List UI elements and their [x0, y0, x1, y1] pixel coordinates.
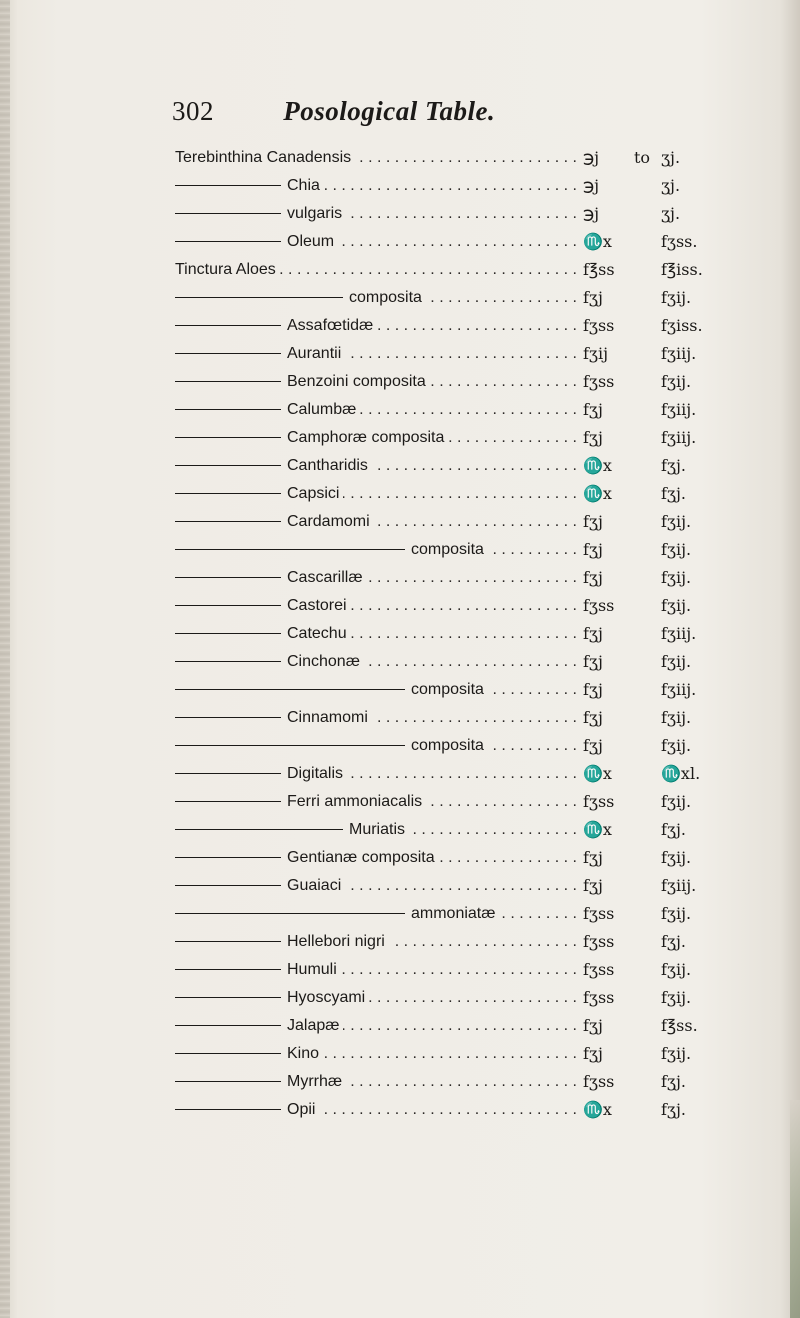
leader-dots [324, 172, 577, 200]
row-label [175, 312, 373, 340]
table-row [175, 956, 765, 984]
min-dose: fʒj [583, 540, 603, 559]
drug-name: Hellebori nigri [287, 933, 385, 950]
min-dose: fʒj [583, 568, 603, 587]
max-dose: fʒij. [661, 708, 692, 727]
drug-name: Cascarillæ [287, 569, 363, 586]
ditto-dash [175, 885, 281, 886]
table-row [175, 396, 765, 424]
drug-name: Tinctura Aloes [175, 261, 276, 278]
row-label [175, 844, 435, 872]
drug-name: ammoniatæ [411, 905, 496, 922]
drug-name: Muriatis [349, 821, 406, 838]
leader-dots [338, 228, 577, 256]
posological-table [175, 144, 765, 1124]
drug-name: composita [411, 737, 484, 754]
leader-dots [409, 816, 577, 844]
max-dose: ʒj. [661, 176, 681, 195]
min-dose: fʒj [583, 1016, 603, 1035]
table-row [175, 256, 765, 284]
table-row [175, 368, 765, 396]
max-dose: fʒj. [661, 1100, 686, 1119]
page-binding-edge [0, 0, 10, 1318]
row-label [175, 340, 341, 368]
leader-dots [351, 592, 577, 620]
ditto-dash [175, 857, 281, 858]
table-row [175, 928, 765, 956]
drug-name: vulgaris [287, 205, 343, 222]
leader-dots [343, 480, 577, 508]
leader-dots [346, 200, 577, 228]
leader-dots [346, 1068, 577, 1096]
min-dose: fʒss [583, 988, 615, 1007]
ditto-dash [175, 745, 405, 746]
max-dose: fʒiij. [661, 344, 697, 363]
drug-name: composita [349, 289, 422, 306]
ditto-dash [175, 605, 281, 606]
drug-name: Castorei [287, 597, 347, 614]
min-dose: fʒj [583, 288, 603, 307]
leader-dots [448, 424, 577, 452]
max-dose: fʒiss. [661, 316, 703, 335]
drug-name: Benzoini composita [287, 373, 426, 390]
max-dose: fʒij. [661, 960, 692, 979]
row-label [175, 480, 339, 508]
max-dose: fʒj. [661, 484, 686, 503]
leader-dots [488, 732, 577, 760]
leader-dots [372, 452, 577, 480]
drug-name: composita [411, 541, 484, 558]
drug-name: Digitalis [287, 765, 344, 782]
max-dose: fʒij. [661, 792, 692, 811]
leader-dots [426, 788, 577, 816]
max-dose: fʒiij. [661, 428, 697, 447]
max-dose: fʒj. [661, 820, 686, 839]
drug-name: Ferri ammoniacalis [287, 793, 423, 810]
drug-name: Opii [287, 1101, 316, 1118]
min-dose: fʒj [583, 848, 603, 867]
max-dose: fʒij. [661, 904, 692, 923]
ditto-dash [175, 633, 281, 634]
table-row [175, 536, 765, 564]
ditto-dash [175, 969, 281, 970]
drug-name: Catechu [287, 625, 347, 642]
row-label [175, 900, 495, 928]
leader-dots [323, 1040, 577, 1068]
row-label [175, 228, 334, 256]
row-label [175, 1012, 339, 1040]
drug-name: Humuli [287, 961, 337, 978]
min-dose: ♏x [583, 1100, 612, 1119]
ditto-dash [175, 409, 281, 410]
max-dose: fʒj. [661, 932, 686, 951]
row-label [175, 424, 444, 452]
leader-dots [372, 704, 577, 732]
min-dose: ♏x [583, 820, 612, 839]
ditto-dash [175, 1025, 281, 1026]
max-dose: fʒij. [661, 568, 692, 587]
row-label [175, 704, 368, 732]
ditto-dash [175, 213, 281, 214]
table-row [175, 648, 765, 676]
table-row [175, 508, 765, 536]
min-dose: ℈j [583, 176, 600, 195]
min-dose: fʒss [583, 1072, 615, 1091]
ditto-dash [175, 829, 343, 830]
page-number: 302 [172, 96, 214, 126]
drug-name: Oleum [287, 233, 335, 250]
table-row [175, 424, 765, 452]
row-label [175, 536, 484, 564]
ditto-dash [175, 913, 405, 914]
page-title: Posological Table. [283, 96, 496, 126]
row-label [175, 452, 368, 480]
row-label [175, 1096, 315, 1124]
row-label [175, 1068, 342, 1096]
drug-name: Kino [287, 1045, 320, 1062]
leader-dots [360, 396, 577, 424]
max-dose: fʒij. [661, 736, 692, 755]
table-row [175, 816, 765, 844]
max-dose: fʒiij. [661, 680, 697, 699]
min-dose: fʒss [583, 960, 615, 979]
row-label [175, 144, 351, 172]
table-row [175, 620, 765, 648]
table-row [175, 480, 765, 508]
table-row [175, 872, 765, 900]
max-dose: fʒij. [661, 848, 692, 867]
ditto-dash [175, 689, 405, 690]
ditto-dash [175, 241, 281, 242]
drug-name: Myrrhæ [287, 1073, 343, 1090]
min-dose: fʒj [583, 400, 603, 419]
min-dose: fʒj [583, 1044, 603, 1063]
ditto-dash [175, 381, 281, 382]
drug-name: Cardamomi [287, 513, 370, 530]
leader-dots [343, 1012, 577, 1040]
row-label [175, 760, 343, 788]
max-dose: fʒij. [661, 512, 692, 531]
leader-dots [369, 984, 577, 1012]
table-row [175, 200, 765, 228]
ditto-dash [175, 465, 281, 466]
running-header [172, 96, 495, 127]
row-label [175, 676, 484, 704]
table-row [175, 900, 765, 928]
table-row [175, 788, 765, 816]
ditto-dash [175, 577, 281, 578]
drug-name: Guaiaci [287, 877, 342, 894]
row-label [175, 284, 422, 312]
drug-name: Hyoscyami [287, 989, 366, 1006]
table-row [175, 340, 765, 368]
row-label [175, 788, 422, 816]
ditto-dash [175, 549, 405, 550]
max-dose: fʒij. [661, 652, 692, 671]
leader-dots [430, 368, 577, 396]
row-label [175, 648, 360, 676]
max-dose: fʒiij. [661, 876, 697, 895]
table-row [175, 732, 765, 760]
drug-name: Cinchonæ [287, 653, 360, 670]
min-dose: fʒss [583, 316, 615, 335]
drug-name: Camphoræ composita [287, 429, 445, 446]
min-dose: fʒss [583, 372, 615, 391]
max-dose: fʒij. [661, 540, 692, 559]
max-dose: ♏xl. [661, 764, 701, 783]
ditto-dash [175, 353, 281, 354]
row-label [175, 1040, 319, 1068]
max-dose: ʒj. [661, 204, 681, 223]
row-label [175, 620, 347, 648]
table-row [175, 1012, 765, 1040]
max-dose: fʒss. [661, 232, 698, 251]
min-dose: fʒj [583, 876, 603, 895]
min-dose: fʒj [583, 624, 603, 643]
ditto-dash [175, 717, 281, 718]
table-row [175, 564, 765, 592]
ditto-dash [175, 297, 343, 298]
table-row [175, 284, 765, 312]
table-row [175, 312, 765, 340]
min-dose: fʒj [583, 512, 603, 531]
leader-dots [319, 1096, 577, 1124]
leader-dots [488, 676, 577, 704]
ditto-dash [175, 801, 281, 802]
min-dose: ♏x [583, 764, 612, 783]
max-dose: f℥ss. [661, 1016, 698, 1035]
drug-name: Jalapæ [287, 1017, 340, 1034]
row-label [175, 256, 276, 284]
table-row [175, 452, 765, 480]
drug-name: Terebinthina Canadensis [175, 149, 352, 166]
min-dose: fʒss [583, 932, 615, 951]
leader-dots [499, 900, 577, 928]
ditto-dash [175, 493, 281, 494]
leader-dots [345, 872, 577, 900]
row-label [175, 172, 320, 200]
min-dose: fʒss [583, 904, 615, 923]
min-dose: ♏x [583, 232, 612, 251]
table-row [175, 592, 765, 620]
table-row [175, 144, 765, 172]
drug-name: Cinnamomi [287, 709, 368, 726]
table-row [175, 1096, 765, 1124]
leader-dots [341, 956, 577, 984]
max-dose: fʒij. [661, 288, 692, 307]
row-label [175, 732, 484, 760]
min-dose: ♏x [583, 484, 612, 503]
ditto-dash [175, 661, 281, 662]
min-dose: fʒj [583, 736, 603, 755]
ditto-dash [175, 437, 281, 438]
min-dose: f℥ss [583, 260, 615, 279]
drug-name: Calumbæ [287, 401, 357, 418]
table-row [175, 1068, 765, 1096]
leader-dots [488, 536, 577, 564]
drug-name: Chia [287, 177, 320, 194]
ditto-dash [175, 1109, 281, 1110]
max-dose: fʒij. [661, 596, 692, 615]
min-dose: fʒij [583, 344, 609, 363]
leader-dots [347, 760, 577, 788]
min-dose: fʒj [583, 652, 603, 671]
table-row [175, 844, 765, 872]
ditto-dash [175, 997, 281, 998]
table-row [175, 760, 765, 788]
max-dose: fʒij. [661, 1044, 692, 1063]
row-label [175, 956, 337, 984]
drug-name: Capsici [287, 485, 340, 502]
leader-dots [355, 144, 577, 172]
leader-dots [377, 312, 577, 340]
leader-dots [426, 284, 577, 312]
to-label: to [634, 148, 651, 167]
leader-dots [389, 928, 577, 956]
min-dose: fʒj [583, 680, 603, 699]
leader-dots [351, 620, 577, 648]
row-label [175, 928, 385, 956]
min-dose: ℈j [583, 204, 600, 223]
row-label [175, 396, 356, 424]
ditto-dash [175, 521, 281, 522]
max-dose: f℥iss. [661, 260, 703, 279]
max-dose: ʒj. [661, 148, 681, 167]
leader-dots [364, 648, 577, 676]
row-label [175, 984, 365, 1012]
min-dose: ♏x [583, 456, 612, 475]
drug-name: Aurantii [287, 345, 342, 362]
ditto-dash [175, 941, 281, 942]
drug-name: Cantharidis [287, 457, 368, 474]
table-row [175, 1040, 765, 1068]
min-dose: fʒj [583, 428, 603, 447]
drug-name: Gentianæ composita [287, 849, 435, 866]
drug-name: Assafœtidæ [287, 317, 374, 334]
table-row [175, 676, 765, 704]
max-dose: fʒiij. [661, 400, 697, 419]
max-dose: fʒj. [661, 1072, 686, 1091]
table-row [175, 172, 765, 200]
leader-dots [280, 256, 577, 284]
row-label [175, 872, 341, 900]
min-dose: fʒss [583, 792, 615, 811]
max-dose: fʒj. [661, 456, 686, 475]
table-row [175, 704, 765, 732]
ditto-dash [175, 1081, 281, 1082]
max-dose: fʒiij. [661, 624, 697, 643]
min-dose: fʒj [583, 708, 603, 727]
max-dose: fʒij. [661, 988, 692, 1007]
row-label [175, 816, 405, 844]
min-dose: fʒss [583, 596, 615, 615]
ditto-dash [175, 185, 281, 186]
leader-dots [374, 508, 577, 536]
leader-dots [439, 844, 577, 872]
leader-dots [345, 340, 577, 368]
row-label [175, 368, 426, 396]
ditto-dash [175, 1053, 281, 1054]
leader-dots [367, 564, 577, 592]
max-dose: fʒij. [661, 372, 692, 391]
drug-name: composita [411, 681, 484, 698]
row-label [175, 592, 347, 620]
min-dose: ℈j [583, 148, 600, 167]
row-label [175, 508, 370, 536]
row-label [175, 564, 363, 592]
table-row [175, 984, 765, 1012]
page-stain-edge [790, 1100, 800, 1318]
ditto-dash [175, 773, 281, 774]
row-label [175, 200, 342, 228]
table-row [175, 228, 765, 256]
ditto-dash [175, 325, 281, 326]
